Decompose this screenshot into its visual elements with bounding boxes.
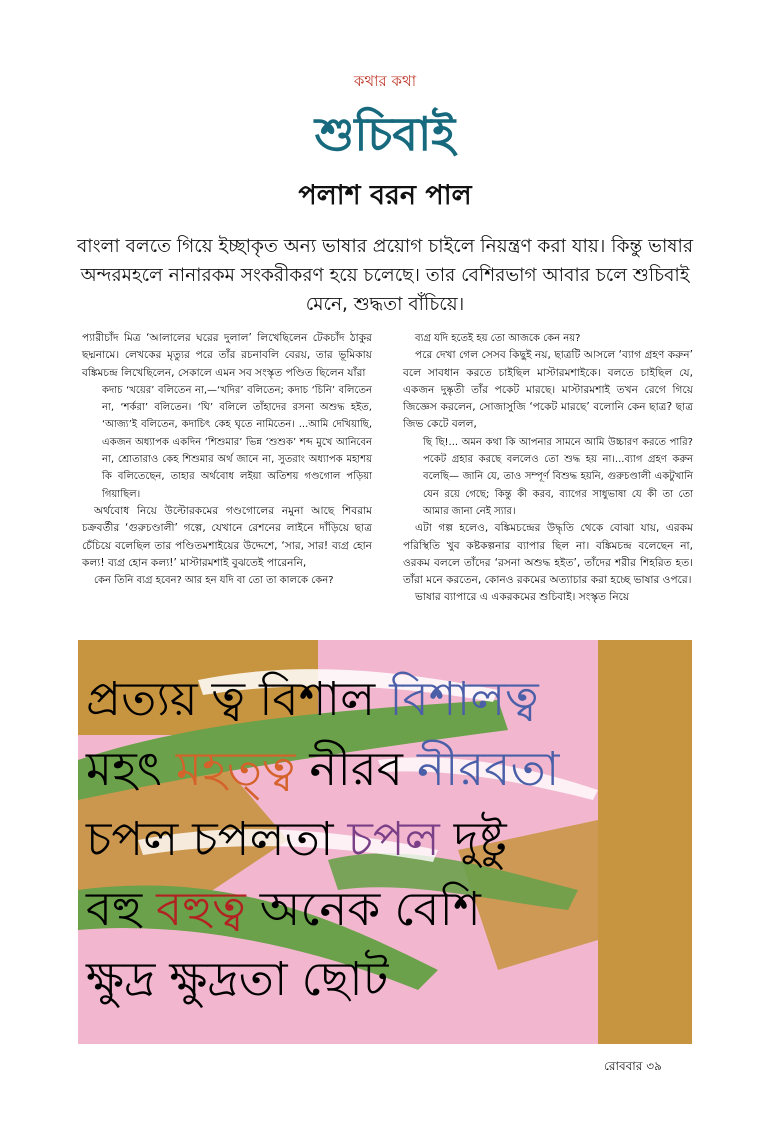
poster-word: মহৎ	[86, 742, 162, 797]
poster-word: ছোট	[301, 952, 389, 1007]
article-title: শুচিবাই	[314, 107, 456, 161]
verse-line: কেন তিনি ব্যগ্র হবেন? আর হন যদি বা তো তা কালকে কেন?	[94, 575, 334, 587]
paragraph: পরে দেখা গেল সেসব কিছুই নয়, ছাত্রটি আসলে ‘ব্যাগ গ্রহণ করুন’ বলে সাবধান করতে চাইছিল মাস্টারমশাইকে। বলতে চাইছিল যে, একজন দুষ্কৃতী তাঁর পকেট মারছে। মাস্টারমশাই তখন রেগে গিয়ে জিজ্ঞেস করলেন, সোজাসুজি ‘পকেট মারছে’ বলোনি কেন ছাত্র? ছাত্র জিভ কেটে বলল,	[403, 349, 693, 431]
poster-word: নীরবতা	[416, 742, 560, 797]
left-column	[82, 330, 372, 589]
poster-row-2	[78, 740, 692, 800]
poster-word: নীরব	[309, 742, 403, 797]
block-quote: কদাচ ‘খয়ের’ বলিতেন না,—‘খদির’ বলিতেন; কদাচ ‘চিনি’ বলিতেন না, ‘শর্করা’ বলিতেন। ‘ঘি’ বলিলে তাঁহাদের রসনা অশুদ্ধ হইত, ‘আজ্য’ই বলিতেন, কদাচিৎ কেহ ঘৃতে নামিতেন। ...আমি দেখিয়াছি, একজন অধ্যাপক একদিন ‘শিশুমার’ ভিন্ন ‘শুশুক’ শব্দ মুখে আনিবেন না, শ্রোতারাও কেহ শিশুমার অর্থ জানে না, সুতরাং অধ্যাপক মহাশয় কি বলিতেছেন, তাহার অর্থবোধ লইয়া অতিশয় গণ্ডগোল পড়িয়া গিয়াছিল।	[102, 384, 372, 500]
poster-word: চপল	[86, 812, 179, 867]
verse-line: ব্যগ্র যদি হতেই হয় তো আজকে কেন নয়?	[415, 333, 581, 344]
word-poster	[78, 640, 692, 1044]
poster-row-1	[78, 670, 692, 730]
poster-word: বিশাল	[259, 672, 376, 727]
poster-word: দুষ্টু	[453, 812, 507, 867]
paragraph: অর্থবোধ নিয়ে উল্টোরকমের গণ্ডগোলের নমুনা আছে শিবরাম চক্রবর্তীর ‘গুরুচণ্ডালী’ গল্পে, যেখানে রেশনের লাইনে দাঁড়িয়ে ছাত্র চেঁচিয়ে বলেছিল তার পণ্ডিতমশাইয়ের উদ্দেশে, ‘সার, সার! ব্যগ্র হোন কল্য! ব্যগ্র হোন কল্য!’ মাস্টারমশাই বুঝতেই পারেননি,	[82, 504, 372, 569]
poster-word: বহুত্ব	[156, 882, 246, 937]
poster-word: ত্ব	[211, 672, 246, 727]
poster-word: বেশি	[394, 882, 481, 937]
page-footer: রোববার ৩৯	[604, 1059, 662, 1073]
right-column	[403, 330, 693, 607]
poster-row-4	[78, 880, 692, 940]
block-quote: ছি ছি!... অমন কথা কি আপনার সামনে আমি উচ্চারণ করতে পারি? পকেট গ্রহার করছে বললেও তো শুদ্ধ হয় না।...ব্যাগ গ্রহণ করুন বলেছি— জানি যে, তাও সম্পূর্ণ বিশুদ্ধ হয়নি, গুরুচণ্ডালী একটুখানি যেন রয়ে গেছে; কিন্তু কী করব, ব্যাগের সাধুভাষা যে কী তা তো আমার জানা নেই স্যার।	[423, 436, 693, 517]
lede-paragraph: বাংলা বলতে গিয়ে ইচ্ছাকৃত অন্য ভাষার প্রয়োগ চাইলে নিয়ন্ত্রণ করা যায়। কিন্তু ভাষার অন্দরমহলে নানারকম সংকরীকরণ হয়ে চলেছে। তার বেশিরভাগ আবার চলে শুচিবাই মেনে, শুদ্ধতা বাঁচিয়ে।	[76, 236, 694, 315]
poster-row-3	[78, 810, 692, 870]
poster-word: মহত্ত্ব	[175, 742, 296, 797]
paragraph: ভাষার ব্যাপারে এ একরকমের শুচিবাই। সংস্কৃত নিয়ে	[415, 591, 630, 604]
kicker-label: কথার কথা	[353, 72, 417, 90]
poster-word: চপল	[347, 812, 440, 867]
paragraph: এটা গল্প হলেও, বঙ্কিমচন্দ্রের উদ্ধৃতি থেকে বোঝা যায়, এরকম পরিস্থিতি খুব কষ্টকল্পনার ব্যাপার ছিল না। বঙ্কিমচন্দ্র বলেছেন না, ওরকম বললে তাঁদের ‘রসনা অশুদ্ধ হইত’, তাঁদের শরীর শিহরিত হত। তাঁরা মনে করতেন, কোনও রকমের অত্যাচার করা হচ্ছে ভাষার ওপরে।	[403, 522, 693, 587]
poster-word: বহু	[86, 882, 143, 937]
poster-word: চপলতা	[192, 812, 334, 867]
poster-word: বিশালত্ব	[389, 672, 539, 727]
author-name: পলাশ বরন পাল	[298, 180, 472, 211]
poster-word: ক্ষুদ্রতা	[169, 952, 288, 1007]
poster-word: অনেক	[259, 882, 381, 937]
poster-row-5	[78, 950, 692, 1010]
poster-word: প্রত্যয়	[86, 672, 198, 727]
paragraph: প্যারীচাঁদ মিত্র ‘আলালের ঘরের দুলাল’ লিখেছিলেন টেকচাঁদ ঠাকুর ছদ্মনামে। লেখকের মৃত্যুর পরে তাঁর রচনাবলি বেরয়, তার ভূমিকায় বঙ্কিমচন্দ্র লিখেছিলেন, সেকালে এমন সব সংস্কৃত পণ্ডিত ছিলেন যাঁরা	[82, 332, 372, 379]
poster-word: ক্ষুদ্র	[86, 952, 156, 1007]
